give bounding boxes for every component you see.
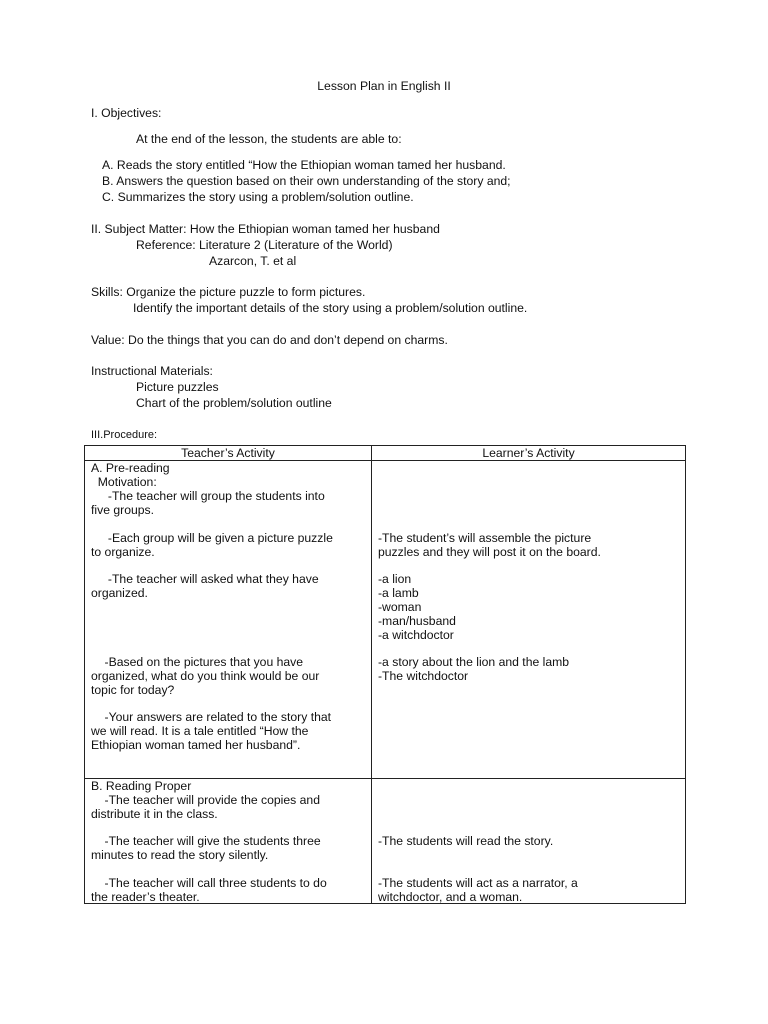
teacher-line: Ethiopian woman tamed her husband”. [91, 738, 301, 752]
pre-reading-learner-cell [372, 461, 686, 779]
learner-line: witchdoctor, and a woman. [378, 890, 523, 904]
subject-matter: II. Subject Matter: How the Ethiopian woman tamed her husband [91, 222, 440, 236]
learner-line: -The students will act as a narrator, a [378, 876, 578, 890]
subject-reference: Reference: Literature 2 (Literature of the World) [136, 238, 393, 252]
procedure-table [84, 445, 686, 904]
teacher-line: to organize. [91, 545, 155, 559]
objective-item: B. Answers the question based on their own understanding of the story and; [102, 174, 511, 188]
learner-line: -a witchdoctor [378, 628, 454, 642]
teacher-line: -The teacher will provide the copies and [91, 793, 320, 807]
learner-line: -a story about the lion and the lamb [378, 655, 570, 669]
pre-reading-teacher-cell [85, 461, 372, 779]
teacher-line: we will read. It is a tale entitled “How the [91, 724, 309, 738]
learner-line: puzzles and they will post it on the board. [378, 545, 601, 559]
teacher-line: -The teacher will asked what they have [91, 572, 319, 586]
teacher-line: -Based on the pictures that you have [91, 655, 304, 669]
learner-line: -a lion [378, 572, 412, 586]
teacher-line: -The teacher will call three students to do [91, 876, 327, 890]
procedure-heading: III.Procedure: [91, 429, 158, 441]
table-row [85, 461, 686, 779]
document-title: Lesson Plan in English II [317, 79, 451, 93]
objective-item: A. Reads the story entitled “How the Ethiopian woman tamed her husband. [102, 158, 506, 172]
materials-heading: Instructional Materials: [91, 364, 213, 378]
teacher-line: -Each group will be given a picture puzzle [91, 531, 333, 545]
skills-line: Identify the important details of the story using a problem/solution outline. [133, 301, 528, 315]
teacher-line: organized, what do you think would be our [91, 669, 320, 683]
objectives-heading: I. Objectives: [91, 106, 162, 120]
learner-line: -The witchdoctor [378, 669, 469, 683]
table-row [85, 779, 686, 904]
table-header-row [85, 446, 686, 461]
learner-line: -The student’s will assemble the picture [378, 531, 592, 545]
subject-author: Azarcon, T. et al [209, 254, 297, 268]
objective-item: C. Summarizes the story using a problem/solution outline. [102, 190, 414, 204]
teacher-line: distribute it in the class. [91, 807, 218, 821]
objectives-intro: At the end of the lesson, the students are able to: [136, 132, 402, 146]
teacher-line: organized. [91, 586, 148, 600]
reading-proper-learner-cell [372, 779, 686, 904]
learner-line: -a lamb [378, 586, 419, 600]
teacher-line: -Your answers are related to the story that [91, 710, 332, 724]
learner-line: -man/husband [378, 614, 456, 628]
reading-proper-teacher-cell [85, 779, 372, 904]
skills-line: Skills: Organize the picture puzzle to form pictures. [91, 285, 366, 299]
teacher-line: minutes to read the story silently. [91, 848, 269, 862]
teacher-line: topic for today? [91, 683, 175, 697]
learner-line: -The students will read the story. [378, 834, 554, 848]
teacher-line: the reader’s theater. [91, 890, 200, 904]
teacher-line: A. Pre-reading [91, 461, 170, 475]
teacher-line: Motivation: [91, 475, 157, 489]
teacher-line: -The teacher will group the students into [91, 489, 325, 503]
teacher-line: -The teacher will give the students three [91, 834, 321, 848]
teacher-line: five groups. [91, 503, 155, 517]
value-statement: Value: Do the things that you can do and don’t depend on charms. [91, 333, 448, 347]
teacher-column-header: Teacher’s Activity [85, 446, 372, 461]
learner-column-header: Learner’s Activity [372, 446, 686, 461]
materials-item: Picture puzzles [136, 380, 219, 394]
teacher-line: B. Reading Proper [91, 779, 192, 793]
learner-line: -woman [378, 600, 422, 614]
materials-item: Chart of the problem/solution outline [136, 396, 332, 410]
